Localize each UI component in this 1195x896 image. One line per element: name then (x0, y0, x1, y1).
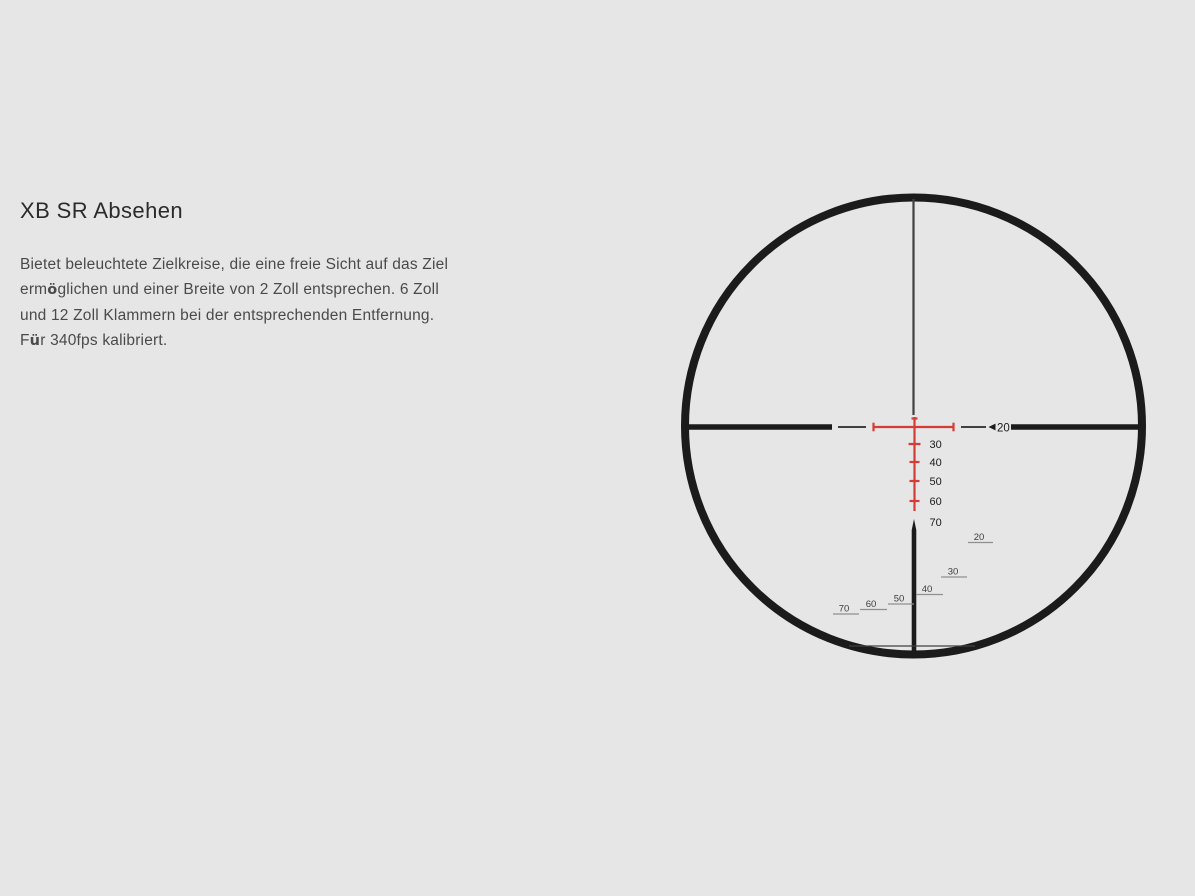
bracket-label-50: 50 (893, 593, 905, 605)
axis-range-label: 20 (997, 422, 1010, 435)
drop-label-40: 40 (929, 457, 942, 469)
axis-arrow-icon (989, 424, 996, 431)
bracket-label-60: 60 (865, 599, 877, 610)
bracket-label-40: 40 (921, 584, 933, 595)
drop-label-50: 50 (929, 476, 942, 488)
description (20, 252, 470, 354)
page-title: XB SR Absehen (20, 198, 183, 223)
bottom-post (912, 519, 917, 655)
description-line: ermöglichen und einer Breite von 2 Zoll entsprechen. 6 Zoll (20, 281, 439, 298)
reticle-svg (671, 184, 1156, 668)
drop-label-30: 30 (929, 439, 942, 451)
info-panel (20, 198, 470, 354)
description-line: Für 340fps kalibriert. (20, 332, 168, 349)
bracket-label-30: 30 (947, 566, 959, 578)
drop-labels (930, 439, 942, 529)
bracket-label-20: 20 (973, 532, 985, 543)
description-line: und 12 Zoll Klammern bei der entsprechenden Entfernung. (20, 307, 435, 324)
bracket-label-70: 70 (838, 603, 850, 615)
bracket-labels (839, 532, 985, 615)
reticle-diagram (671, 184, 1156, 668)
drop-label-70: 70 (929, 517, 942, 529)
drop-label-60: 60 (929, 496, 942, 508)
description-line: Bietet beleuchtete Zielkreise, die eine freie Sicht auf das Ziel (20, 256, 449, 273)
